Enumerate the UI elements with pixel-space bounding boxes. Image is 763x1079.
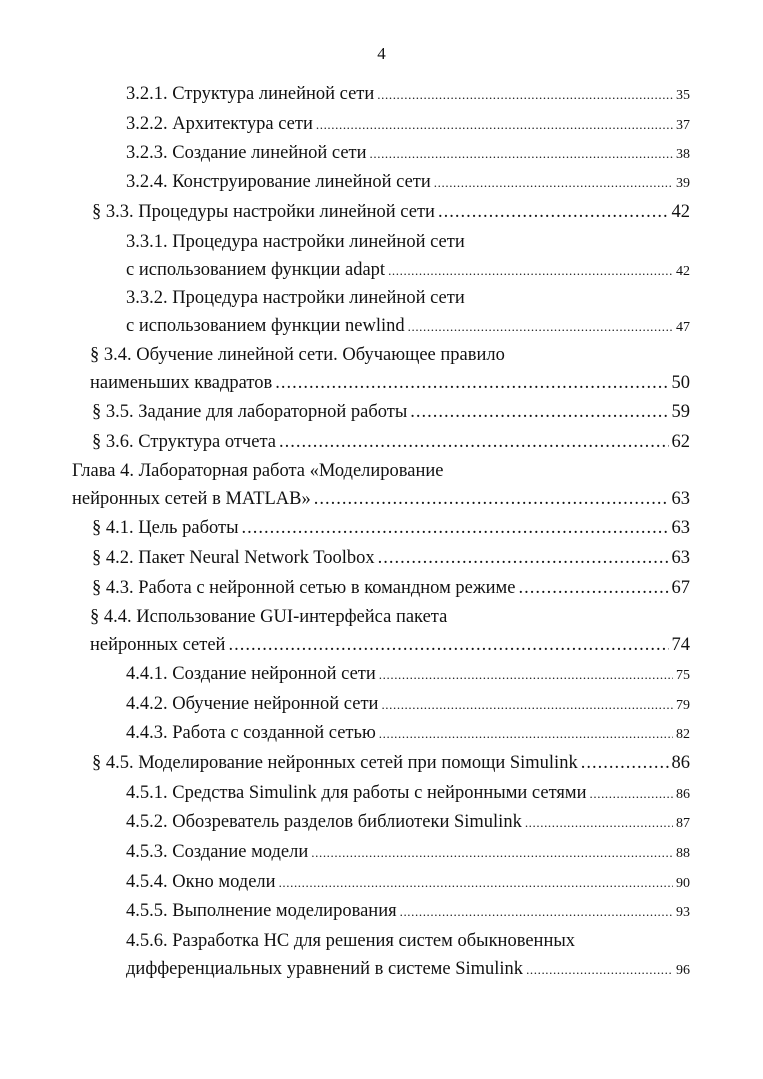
toc-page-number: 50 (671, 373, 690, 393)
toc-line (92, 428, 690, 456)
toc-line (92, 574, 690, 602)
page-number: 4 (377, 44, 386, 63)
toc-entry-title: с использованием функции newlind (126, 316, 405, 336)
leader-dots (228, 631, 668, 659)
toc-entry-4-5-3[interactable] (126, 838, 690, 866)
toc-entry-3-3-1[interactable] (126, 228, 690, 284)
leader-dots (526, 956, 673, 984)
toc-line (90, 631, 690, 659)
toc-entry-4-5-2[interactable] (126, 808, 690, 836)
toc-entry-3-2-3[interactable] (126, 139, 690, 167)
toc-entry-title-line1: Глава 4. Лабораторная работа «Моделирование (72, 461, 444, 481)
leader-dots (438, 198, 669, 226)
toc-page-number: 63 (671, 518, 690, 538)
toc-entry-4-5[interactable] (92, 749, 690, 777)
leader-dots (581, 749, 669, 777)
toc-entry-title: § 3.6. Структура отчета (92, 432, 276, 452)
toc-entry-4-5-6[interactable] (126, 927, 690, 983)
toc-entry-3-3[interactable] (92, 198, 690, 226)
toc-entry-title: § 4.1. Цель работы (92, 518, 239, 538)
toc-page-number: 74 (671, 635, 690, 655)
toc-line (126, 312, 690, 340)
leader-dots (434, 169, 673, 197)
toc-page-number: 87 (676, 816, 690, 831)
toc-line (126, 168, 690, 196)
toc-entry-4-4[interactable] (90, 603, 690, 659)
leader-dots (279, 869, 673, 897)
toc-entry-title: § 3.5. Задание для лабораторной работы (92, 402, 408, 422)
toc-entry-4-4-1[interactable] (126, 660, 690, 688)
toc-line (92, 198, 690, 226)
toc-entry-title-line1: § 3.4. Обучение линейной сети. Обучающее правило (90, 345, 505, 365)
toc-page-number: 62 (671, 432, 690, 452)
leader-dots (590, 780, 673, 808)
toc-entry-4-4-2[interactable] (126, 690, 690, 718)
toc-entry-4-2[interactable] (92, 544, 690, 572)
toc-line (126, 897, 690, 925)
toc-entry-title-line1: 3.3.2. Процедура настройки линейной сети (126, 288, 465, 308)
toc-entry-title-line1: § 4.4. Использование GUI-интерфейса пакета (90, 607, 448, 627)
toc-entry-title: дифференциальных уравнений в системе Simulink (126, 959, 524, 979)
toc-line (92, 514, 690, 542)
leader-dots (410, 398, 668, 426)
toc-entry-4-5-4[interactable] (126, 868, 690, 896)
toc-entry-title: § 4.2. Пакет Neural Network Toolbox (92, 548, 375, 568)
toc-entry-title: § 4.5. Моделирование нейронных сетей при помощи Simulink (92, 753, 578, 773)
toc-entry-title: 4.5.2. Обозреватель разделов библиотеки Simulink (126, 812, 522, 832)
toc-entry-3-6[interactable] (92, 428, 690, 456)
toc-entry-title-line1: 4.5.6. Разработка НС для решения систем обыкновенных (126, 931, 576, 951)
toc-page-number: 82 (676, 727, 690, 742)
leader-dots (314, 485, 669, 513)
toc-entry-title: с использованием функции adapt (126, 260, 386, 280)
toc-line (126, 779, 690, 807)
leader-dots (408, 313, 673, 341)
leader-dots (377, 81, 673, 109)
leader-dots (379, 720, 673, 748)
toc-entry-title: 4.4.3. Работа с созданной сетью (126, 723, 376, 743)
toc-entry-4-5-1[interactable] (126, 779, 690, 807)
leader-dots (400, 898, 673, 926)
toc-entry-4-4-3[interactable] (126, 719, 690, 747)
toc-entry-title: § 4.3. Работа с нейронной сетью в командном режиме (92, 578, 516, 598)
toc-line (72, 485, 690, 513)
toc-entry-3-2-1[interactable] (126, 80, 690, 108)
toc-page-number: 39 (676, 176, 690, 191)
toc-entry-3-2-2[interactable] (126, 110, 690, 138)
toc-entry-title: 3.2.1. Структура линейной сети (126, 84, 375, 104)
toc-line (126, 719, 690, 747)
toc-line (92, 544, 690, 572)
toc-page-number: 38 (676, 147, 690, 162)
toc-page-number: 35 (676, 88, 690, 103)
toc-page-number: 86 (676, 787, 690, 802)
toc-entry-title: нейронных сетей в MATLAB» (72, 489, 311, 509)
toc-page-number: 79 (676, 698, 690, 713)
toc-page-number: 37 (676, 118, 690, 133)
toc-entry-title: 3.2.4. Конструирование линейной сети (126, 172, 431, 192)
toc-page-number: 88 (676, 846, 690, 861)
toc-page-number: 63 (671, 489, 690, 509)
toc-page-number: 47 (676, 320, 690, 335)
toc-entry-title: 4.5.1. Средства Simulink для работы с нейронными сетями (126, 783, 587, 803)
toc-page-number: 42 (671, 202, 690, 222)
toc-entry-3-3-2[interactable] (126, 284, 690, 340)
toc-line (126, 256, 690, 284)
toc-entry-title: наименьших квадратов (90, 373, 273, 393)
toc-entry-title: 4.4.2. Обучение нейронной сети (126, 694, 379, 714)
leader-dots (518, 574, 668, 602)
leader-dots (388, 257, 673, 285)
toc-entry-3-4[interactable] (90, 341, 690, 397)
toc-entry-title: 4.5.3. Создание модели (126, 842, 309, 862)
toc-entry-title: 4.5.4. Окно модели (126, 872, 276, 892)
leader-dots (279, 428, 669, 456)
toc-line (126, 110, 690, 138)
toc-line (126, 80, 690, 108)
toc-line (90, 369, 690, 397)
toc-entry-title: § 3.3. Процедуры настройки линейной сети (92, 202, 435, 222)
toc-entry-chapter-4[interactable] (72, 457, 690, 513)
leader-dots (379, 661, 673, 689)
toc-line (126, 690, 690, 718)
toc-entry-4-5-5[interactable] (126, 897, 690, 925)
toc-line (126, 808, 690, 836)
toc-entry-title: 4.5.5. Выполнение моделирования (126, 901, 397, 921)
toc-line (126, 660, 690, 688)
toc-page-number: 75 (676, 668, 690, 683)
toc-entry-4-1[interactable] (92, 514, 690, 542)
toc-line (92, 749, 690, 777)
leader-dots (242, 514, 669, 542)
leader-dots (370, 140, 673, 168)
leader-dots (275, 369, 668, 397)
leader-dots (381, 691, 673, 719)
toc-page-number: 67 (671, 578, 690, 598)
toc-page-number: 90 (676, 876, 690, 891)
toc-entry-title-line1: 3.3.1. Процедура настройки линейной сети (126, 232, 465, 252)
toc-entry-3-5[interactable] (92, 398, 690, 426)
toc-entry-4-3[interactable] (92, 574, 690, 602)
leader-dots (316, 111, 673, 139)
leader-dots (525, 809, 673, 837)
toc-entry-title: 3.2.2. Архитектура сети (126, 114, 313, 134)
leader-dots (311, 839, 673, 867)
leader-dots (378, 544, 669, 572)
toc-entry-title: 3.2.3. Создание линейной сети (126, 143, 367, 163)
toc-entry-3-2-4[interactable] (126, 168, 690, 196)
toc-entry-title: 4.4.1. Создание нейронной сети (126, 664, 376, 684)
toc-page-number: 96 (676, 963, 690, 978)
toc-line (92, 398, 690, 426)
toc-page-number: 93 (676, 905, 690, 920)
toc-page-number: 59 (671, 402, 690, 422)
toc-entry-title: нейронных сетей (90, 635, 226, 655)
toc-page-number: 42 (676, 264, 690, 279)
toc-page-number: 86 (671, 753, 690, 773)
toc-line (126, 838, 690, 866)
toc-page-number: 63 (671, 548, 690, 568)
toc-line (126, 955, 690, 983)
toc-line (126, 139, 690, 167)
toc-line (126, 868, 690, 896)
